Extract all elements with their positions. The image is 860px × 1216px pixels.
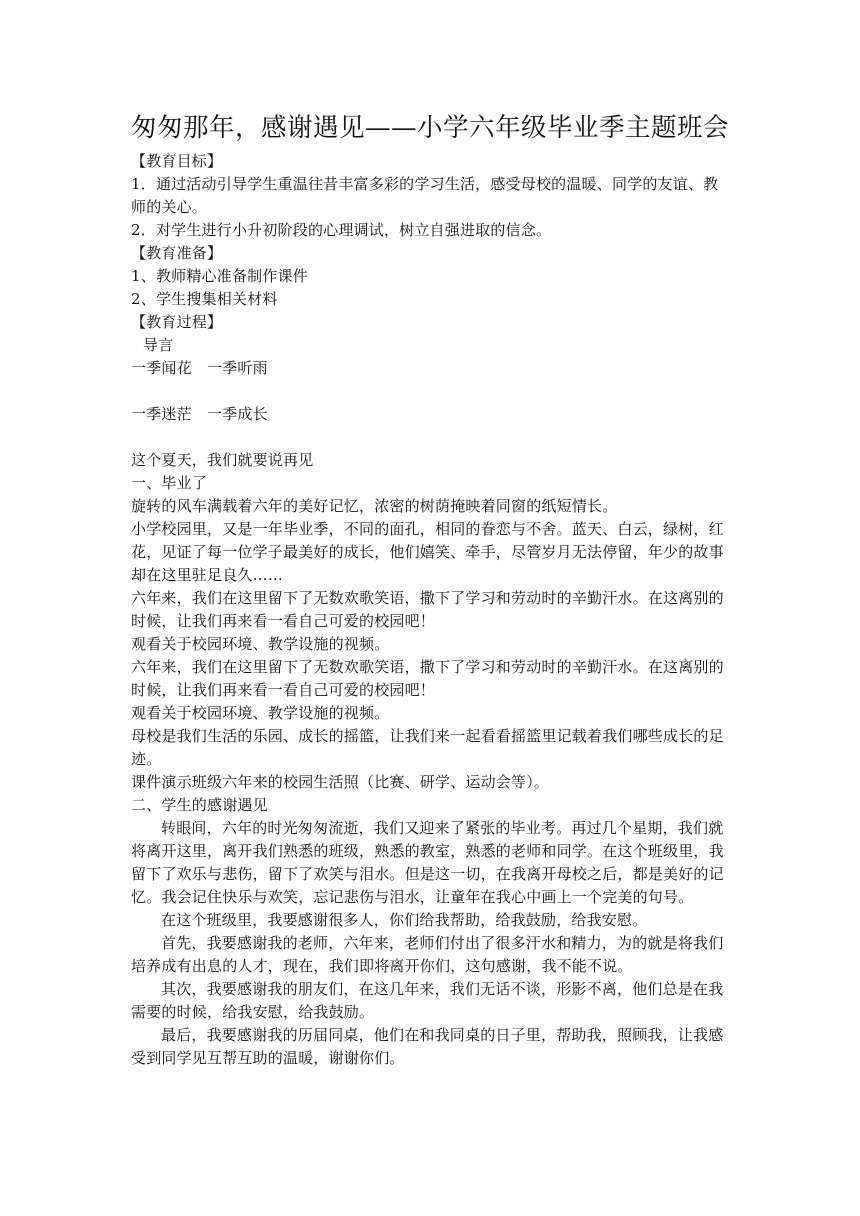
part2-paragraph-2: 在这个班级里，我要感谢很多人，你们给我帮助，给我鼓励，给我安慰。	[161, 911, 648, 929]
part2-paragraph-3: 首先，我要感谢我的老师，六年来，老师们付出了很多汗水和精力，为的就是将我们培养成有出息的人才，现在，我们即将离开你们，这句感谢，我不能不说。	[131, 934, 724, 975]
part1-paragraph-4: 观看关于校园环境、教学设施的视频。	[131, 635, 390, 653]
intro-line-3: 这个夏天，我们就要说再见	[131, 451, 314, 469]
goal-item-2: 2．对学生进行小升初阶段的心理调试，树立自强进取的信念。	[131, 221, 552, 239]
part1-paragraph-5: 六年来，我们在这里留下了无数欢歌笑语，撒下了学习和劳动时的辛勤汗水。在这离别的时候，让我们再来看一看自己可爱的校园吧！	[131, 658, 724, 699]
part1-paragraph-2: 小学校园里，又是一年毕业季，不同的面孔，相同的眷恋与不舍。蓝天、白云，绿树，红花，见证了每一位学子最美好的成长，他们嬉笑、牵手，尽管岁月无法停留，年少的故事却在这里驻足良久……	[131, 520, 724, 584]
part1-paragraph-3: 六年来，我们在这里留下了无数欢歌笑语，撒下了学习和劳动时的辛勤汗水。在这离别的时候，让我们再来看一看自己可爱的校园吧！	[131, 589, 724, 630]
intro-heading: 导言	[143, 336, 174, 354]
intro-line-1: 一季闻花 一季听雨	[131, 359, 268, 377]
part1-paragraph-1: 旋转的风车满载着六年的美好记忆，浓密的树荫掩映着同窗的纸短情长。	[131, 497, 618, 515]
part2-heading: 二、学生的感谢遇见	[131, 796, 268, 814]
process-heading: 【教育过程】	[131, 313, 223, 331]
part2-paragraph-4: 其次，我要感谢我的朋友们，在这几年来，我们无话不谈，形影不离，他们总是在我需要的时候，给我安慰，给我鼓励。	[131, 980, 724, 1021]
prep-item-2: 2、学生搜集相关材料	[131, 290, 278, 308]
goals-heading: 【教育目标】	[131, 152, 223, 170]
prep-heading: 【教育准备】	[131, 244, 223, 262]
document-title: 匆匆那年，感谢遇见——小学六年级毕业季主题班会	[131, 113, 730, 143]
part2-paragraph-1: 转眼间，六年的时光匆匆流逝，我们又迎来了紧张的毕业考。再过几个星期，我们就将离开这里，离开我们熟悉的班级，熟悉的教室，熟悉的老师和同学。在这个班级里，我留下了欢乐与悲伤，留下了欢笑与泪水。但是这一切，在我离开母校之后，都是美好的记忆。我会记住快乐与欢笑，忘记悲伤与泪水，让童年在我心中画上一个完美的句号。	[131, 819, 724, 906]
part1-paragraph-6: 观看关于校园环境、教学设施的视频。	[131, 704, 390, 722]
part2-paragraph-5: 最后，我要感谢我的历届同桌，他们在和我同桌的日子里，帮助我，照顾我，让我感受到同学见互帮互助的温暖，谢谢你们。	[131, 1026, 724, 1067]
prep-item-1: 1、教师精心准备制作课件	[131, 267, 308, 285]
part1-heading: 一、毕业了	[131, 474, 208, 492]
part1-paragraph-8: 课件演示班级六年来的校园生活照（比赛、研学、运动会等）。	[131, 773, 550, 791]
blank-line	[131, 426, 731, 449]
part1-paragraph-7: 母校是我们生活的乐园、成长的摇篮，让我们来一起看看摇篮里记载着我们哪些成长的足迹。	[131, 727, 724, 768]
document-page	[131, 106, 731, 1070]
blank-line	[131, 380, 731, 403]
goal-item-1: 1．通过活动引导学生重温往昔丰富多彩的学习生活，感受母校的温暖、同学的友谊、教师的关心。	[131, 175, 719, 216]
intro-line-2: 一季迷茫 一季成长	[131, 405, 268, 423]
